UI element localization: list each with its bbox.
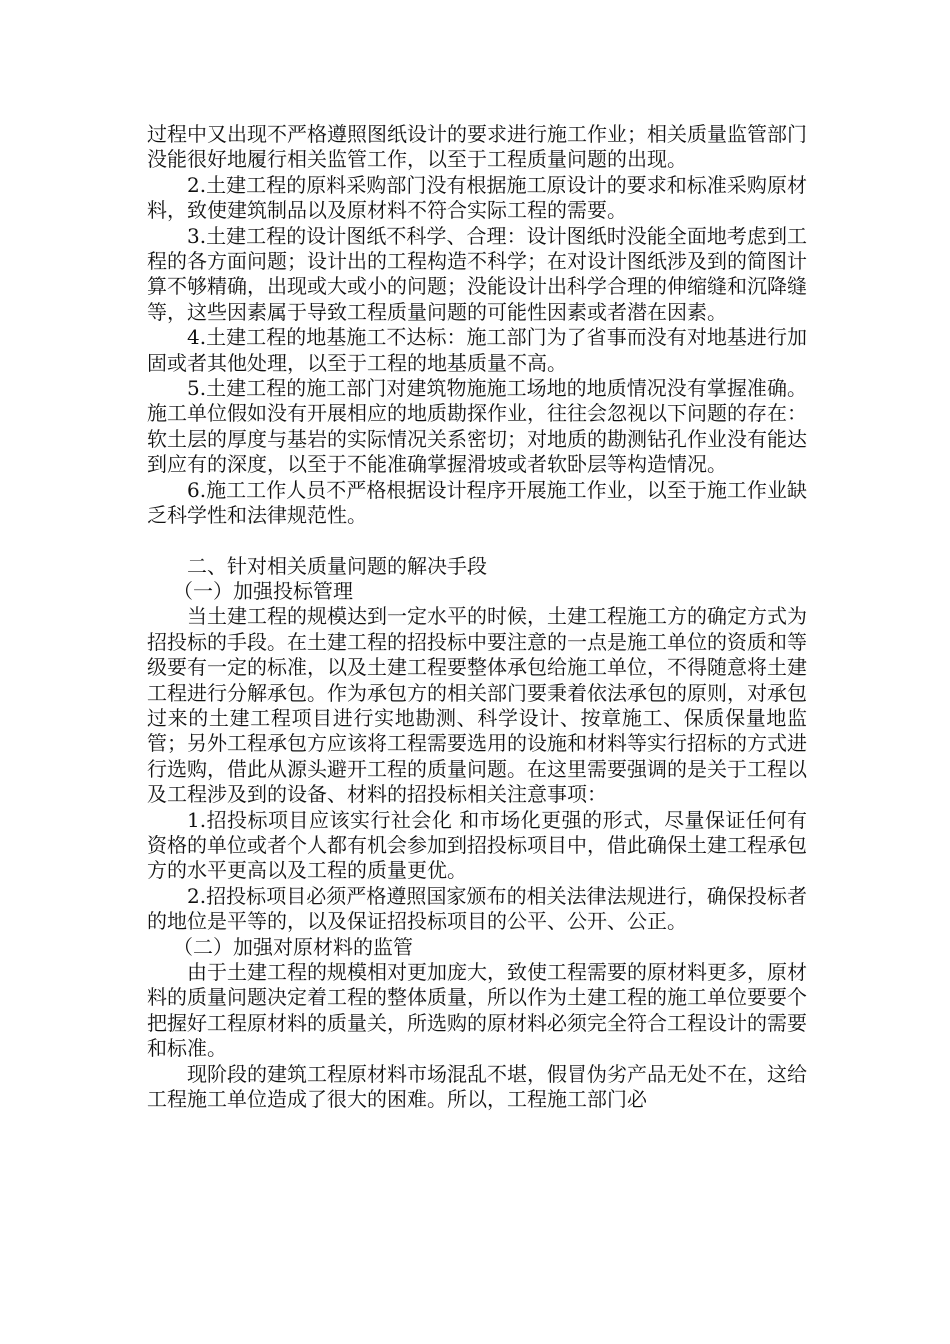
paragraph: 过程中又出现不严格遵照图纸设计的要求进行施工作业；相关质量监管部门没能很好地履行相关监管工作，以至于工程质量问题的出现。 xyxy=(147,122,807,172)
paragraph: 由于土建工程的规模相对更加庞大，致使工程需要的原材料更多，原材料的质量问题决定着工程的整体质量，所以作为土建工程的施工单位要要个把握好工程原材料的质量关，所选购的原材料必须完全符合工程设计的需要和标准。 xyxy=(147,960,807,1061)
subsection-heading: （二）加强对原材料的监管 xyxy=(173,934,413,959)
paragraph: 1.招投标项目应该实行社会化 和市场化更强的形式，尽量保证任何有资格的单位或者个人都有机会参加到招投标项目中，借此确保土建工程承包方的水平更高以及工程的质量更优。 xyxy=(147,807,807,883)
paragraph: 2.招投标项目必须严格遵照国家颁布的相关法律法规进行，确保投标者的地位是平等的，以及保证招投标项目的公平、公开、公正。 xyxy=(147,883,807,934)
subsection-heading: （一）加强投标管理 xyxy=(173,578,353,603)
paragraph: 4.土建工程的地基施工不达标：施工部门为了省事而没有对地基进行加固或者其他处理，以至于工程的地基质量不高。 xyxy=(147,325,807,375)
blank-line xyxy=(147,529,807,554)
paragraph: 当土建工程的规模达到一定水平的时候，土建工程施工方的确定方式为招投标的手段。在土建工程的招投标中要注意的一点是施工单位的资质和等级要有一定的标准，以及土建工程要整体承包给施工单位，不得随意将土建工程进行分解承包。作为承包方的相关部门要秉着依法承包的原则，对承包过来的土建工程项目进行实地勘测、科学设计、按章施工、保质保量地监管；另外工程承包方应该将工程需要选用的设施和材料等实行招标的方式进行选购，借此从源头避开工程的质量问题。在这里需要强调的是关于工程以及工程涉及到的设备、材料的招投标相关注意事项： xyxy=(147,604,807,807)
paragraph: 2.土建工程的原料采购部门没有根据施工原设计的要求和标准采购原材料，致使建筑制品以及原材料不符合实际工程的需要。 xyxy=(147,172,807,223)
paragraph: 3.土建工程的设计图纸不科学、合理：设计图纸时没能全面地考虑到工程的各方面问题；设计出的工程构造不科学；在对设计图纸涉及到的简图计算不够精确，出现或大或小的问题；没能设计出科学合理的伸缩缝和沉降缝等，这些因素属于导致工程质量问题的可能性因素或者潜在因素。 xyxy=(147,223,807,324)
paragraph: 6.施工工作人员不严格根据设计程序开展施工作业，以至于施工作业缺乏科学性和法律规范性。 xyxy=(147,477,807,528)
paragraph: 现阶段的建筑工程原材料市场混乱不堪，假冒伪劣产品无处不在，这给工程施工单位造成了很大的困难。所以，工程施工部门必 xyxy=(147,1061,807,1112)
section-heading: 二、针对相关质量问题的解决手段 xyxy=(187,553,487,578)
document-body xyxy=(147,122,807,1112)
paragraph: 5.土建工程的施工部门对建筑物施施工场地的地质情况没有掌握准确。施工单位假如没有开展相应的地质勘探作业，往往会忽视以下问题的存在：软土层的厚度与基岩的实际情况关系密切；对地质的勘测钻孔作业没有能达到应有的深度，以至于不能准确掌握滑坡或者软卧层等构造情况。 xyxy=(147,376,807,477)
